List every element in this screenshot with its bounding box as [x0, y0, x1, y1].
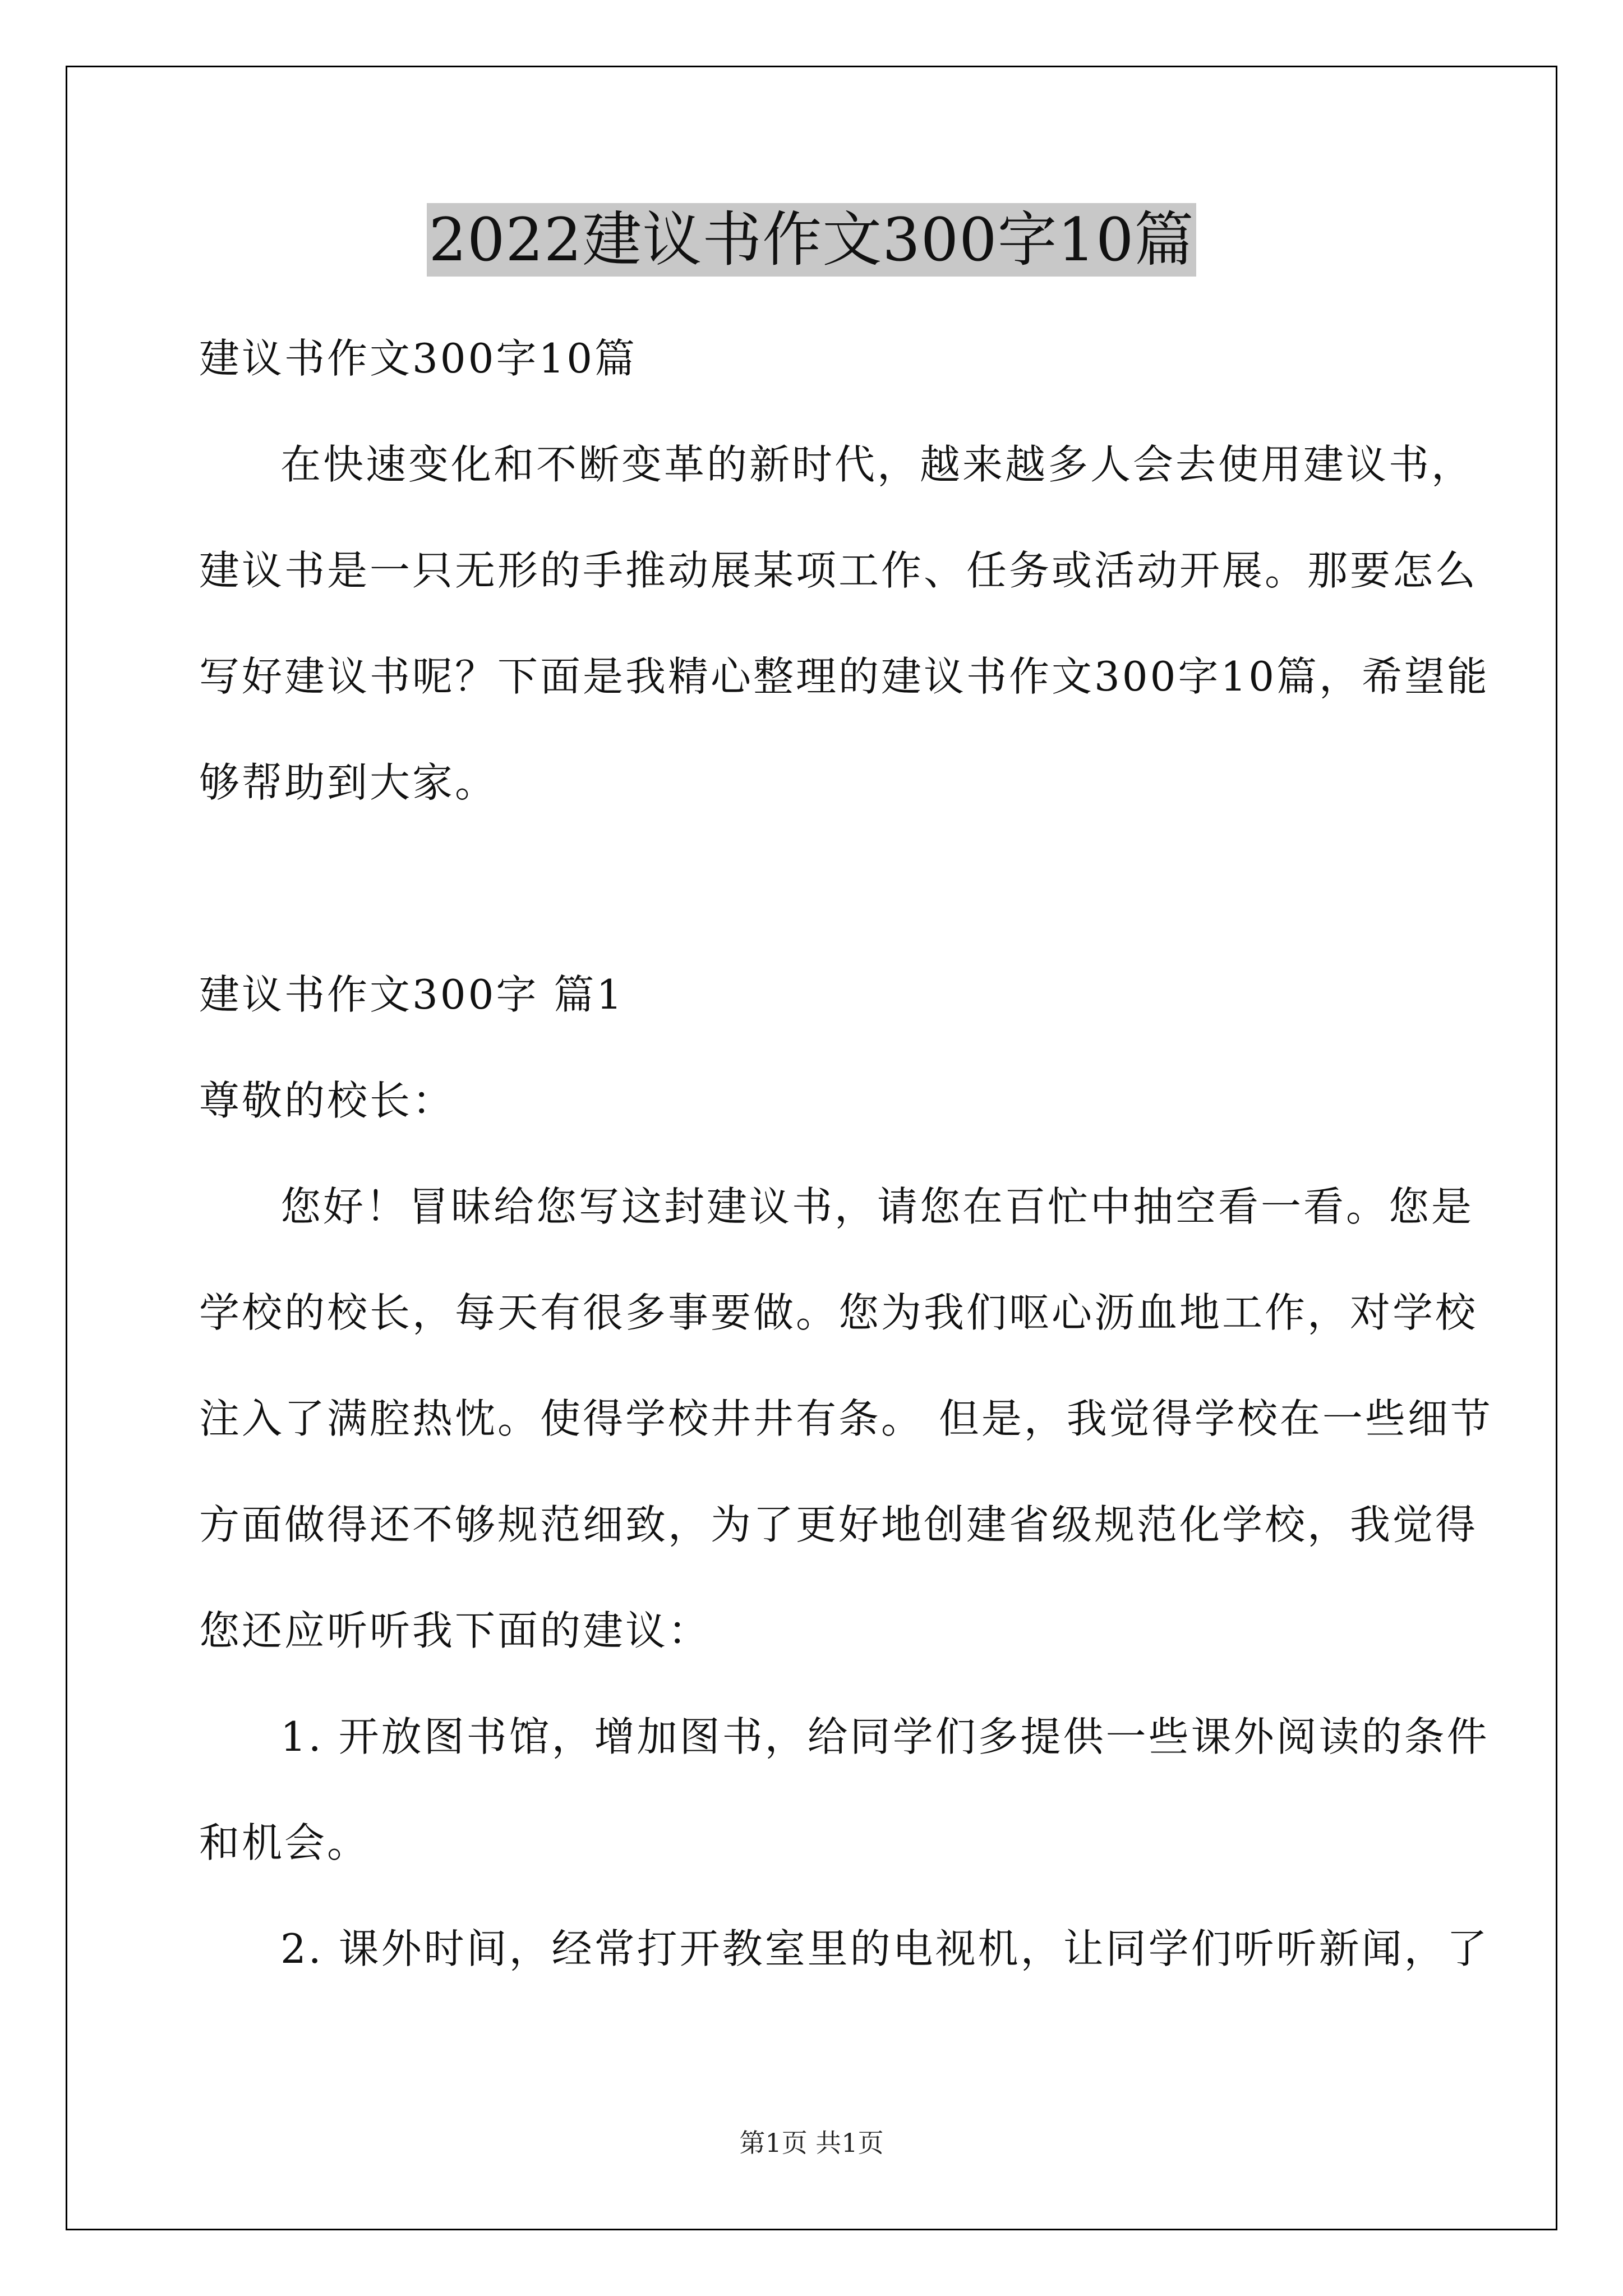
section-heading: 建议书作文300字 篇1 [199, 971, 625, 1018]
document-body [199, 306, 1493, 2002]
list-item-line: 和机会。 [199, 1819, 370, 1866]
list-item-line: 2. 课外时间，经常打开教室里的电视机，让同学们听听新闻，了 [280, 1925, 1490, 1972]
salutation: 尊敬的校长： [199, 1077, 455, 1124]
paragraph-line: 学校的校长，每天有很多事要做。您为我们呕心沥血地工作，对学校 [199, 1289, 1478, 1336]
paragraph-line: 写好建议书呢？下面是我精心整理的建议书作文300字10篇，希望能 [199, 653, 1490, 700]
paragraph-line: 您好！冒昧给您写这封建议书，请您在百忙中抽空看一看。您是 [280, 1183, 1474, 1230]
document-title [0, 201, 1623, 279]
list-item-line: 1. 开放图书馆，增加图书，给同学们多提供一些课外阅读的条件 [280, 1713, 1490, 1760]
blank-line [199, 836, 1427, 942]
paragraph-line: 够帮助到大家。 [199, 759, 498, 806]
paragraph-line: 您还应听听我下面的建议： [199, 1607, 711, 1654]
document-title-text: 2022建议书作文300字10篇 [427, 203, 1197, 277]
paragraph-line: 建议书是一只无形的手推动展某项工作、任务或活动开展。那要怎么 [199, 547, 1478, 594]
paragraph-line: 在快速变化和不断变革的新时代，越来越多人会去使用建议书， [280, 441, 1474, 488]
page-footer: 第1页 共1页 [739, 2128, 884, 2158]
subtitle-line: 建议书作文300字10篇 [199, 335, 638, 382]
paragraph-line: 方面做得还不够规范细致，为了更好地创建省级规范化学校，我觉得 [199, 1501, 1478, 1548]
paragraph-line: 注入了满腔热忱。使得学校井井有条。 但是，我觉得学校在一些细节 [199, 1395, 1493, 1442]
